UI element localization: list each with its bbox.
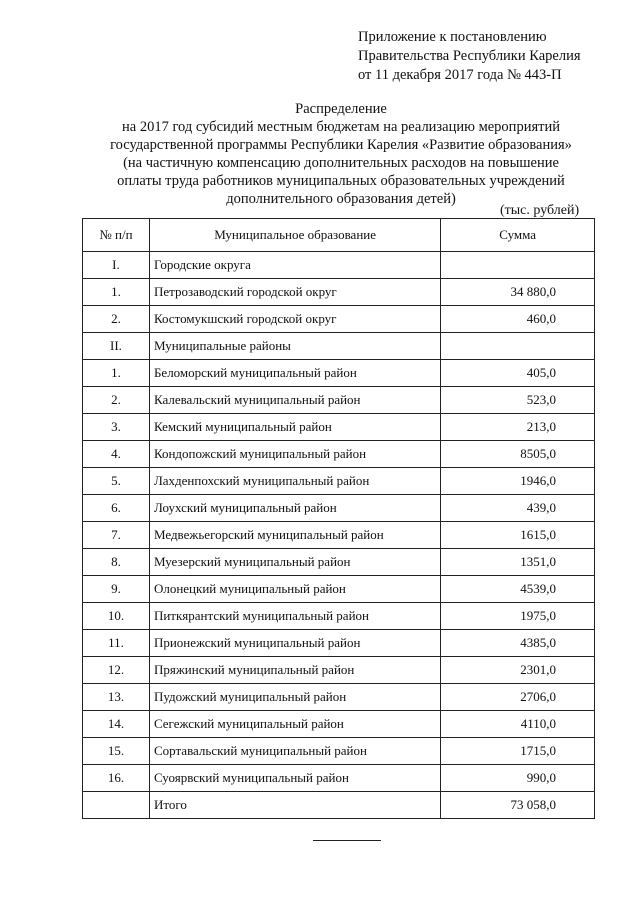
row-name: Кондопожский муниципальный район	[149, 441, 440, 468]
heading-line: дополнительного образования детей)	[226, 191, 456, 207]
row-num: 2.	[83, 306, 150, 333]
appendix-block	[358, 28, 581, 85]
row-name: Беломорский муниципальный район	[149, 360, 440, 387]
row-num: 11.	[83, 630, 150, 657]
row-name: Суоярвский муниципальный район	[149, 765, 440, 792]
row-sum: 405,0	[441, 360, 595, 387]
row-sum: 34 880,0	[441, 279, 595, 306]
appendix-line: Правительства Республики Карелия	[358, 48, 581, 64]
table-row	[83, 306, 595, 333]
distribution-table	[82, 218, 595, 819]
row-name: Лахденпохский муниципальный район	[149, 468, 440, 495]
heading-title: Распределение	[295, 101, 387, 117]
row-num: 1.	[83, 279, 150, 306]
table-body	[83, 252, 595, 819]
table-row	[83, 414, 595, 441]
row-sum: 439,0	[441, 495, 595, 522]
table-row	[83, 441, 595, 468]
table-row	[83, 549, 595, 576]
appendix-line: от 11 декабря 2017 года № 443-П	[358, 67, 562, 83]
row-num: 3.	[83, 414, 150, 441]
row-name: Медвежьегорский муниципальный район	[149, 522, 440, 549]
heading-line: (на частичную компенсацию дополнительных расходов на повышение	[123, 155, 559, 171]
row-num: 7.	[83, 522, 150, 549]
row-sum: 2301,0	[441, 657, 595, 684]
table-row	[83, 630, 595, 657]
end-divider	[313, 840, 381, 841]
row-num: 14.	[83, 711, 150, 738]
row-sum: 460,0	[441, 306, 595, 333]
units-label: (тыс. рублей)	[500, 203, 580, 218]
row-sum	[441, 333, 595, 360]
table-row	[83, 576, 595, 603]
row-num: 8.	[83, 549, 150, 576]
row-sum: 1351,0	[441, 549, 595, 576]
header-name: Муниципальное образование	[149, 219, 440, 252]
row-sum: 4110,0	[441, 711, 595, 738]
table-row	[83, 738, 595, 765]
row-sum: 213,0	[441, 414, 595, 441]
table-header-row	[83, 219, 595, 252]
document-heading	[0, 100, 640, 208]
row-name: Питкярантский муниципальный район	[149, 603, 440, 630]
row-sum: 1946,0	[441, 468, 595, 495]
row-num: I.	[83, 252, 150, 279]
total-name: Итого	[149, 792, 440, 819]
table-row	[83, 468, 595, 495]
row-name: Муниципальные районы	[149, 333, 440, 360]
row-name: Муезерский муниципальный район	[149, 549, 440, 576]
row-num: 4.	[83, 441, 150, 468]
row-num: 10.	[83, 603, 150, 630]
row-num: II.	[83, 333, 150, 360]
row-sum	[441, 252, 595, 279]
row-num: 5.	[83, 468, 150, 495]
row-name: Костомукшский городской округ	[149, 306, 440, 333]
table-row	[83, 765, 595, 792]
table-row	[83, 711, 595, 738]
row-num: 16.	[83, 765, 150, 792]
row-name: Сегежский муниципальный район	[149, 711, 440, 738]
row-num: 1.	[83, 360, 150, 387]
row-name: Лоухский муниципальный район	[149, 495, 440, 522]
row-sum: 1615,0	[441, 522, 595, 549]
header-sum: Сумма	[441, 219, 595, 252]
row-sum: 4385,0	[441, 630, 595, 657]
header-num: № п/п	[83, 219, 150, 252]
table-row	[83, 360, 595, 387]
table-row	[83, 387, 595, 414]
row-num: 13.	[83, 684, 150, 711]
row-num: 12.	[83, 657, 150, 684]
heading-line: государственной программы Республики Карелия «Развитие образования»	[110, 137, 572, 153]
table-row	[83, 279, 595, 306]
table-row	[83, 252, 595, 279]
row-name: Пудожский муниципальный район	[149, 684, 440, 711]
row-name: Олонецкий муниципальный район	[149, 576, 440, 603]
row-name: Городские округа	[149, 252, 440, 279]
row-num: 9.	[83, 576, 150, 603]
table-row	[83, 657, 595, 684]
row-name: Кемский муниципальный район	[149, 414, 440, 441]
row-name: Прионежский муниципальный район	[149, 630, 440, 657]
table-row	[83, 495, 595, 522]
heading-line: оплаты труда работников муниципальных образовательных учреждений	[117, 173, 565, 189]
row-sum: 1715,0	[441, 738, 595, 765]
row-num: 15.	[83, 738, 150, 765]
row-sum: 2706,0	[441, 684, 595, 711]
heading-line: на 2017 год субсидий местным бюджетам на реализацию мероприятий	[122, 119, 560, 135]
row-sum: 990,0	[441, 765, 595, 792]
row-sum: 4539,0	[441, 576, 595, 603]
table-row	[83, 603, 595, 630]
table-row	[83, 522, 595, 549]
row-name: Пряжинский муниципальный район	[149, 657, 440, 684]
total-num	[83, 792, 150, 819]
row-name: Калевальский муниципальный район	[149, 387, 440, 414]
row-name: Петрозаводский городской округ	[149, 279, 440, 306]
table-total-row	[83, 792, 595, 819]
row-num: 2.	[83, 387, 150, 414]
row-name: Сортавальский муниципальный район	[149, 738, 440, 765]
row-num: 6.	[83, 495, 150, 522]
total-sum: 73 058,0	[441, 792, 595, 819]
appendix-line: Приложение к постановлению	[358, 29, 547, 45]
row-sum: 523,0	[441, 387, 595, 414]
row-sum: 1975,0	[441, 603, 595, 630]
table-row	[83, 333, 595, 360]
table-row	[83, 684, 595, 711]
row-sum: 8505,0	[441, 441, 595, 468]
